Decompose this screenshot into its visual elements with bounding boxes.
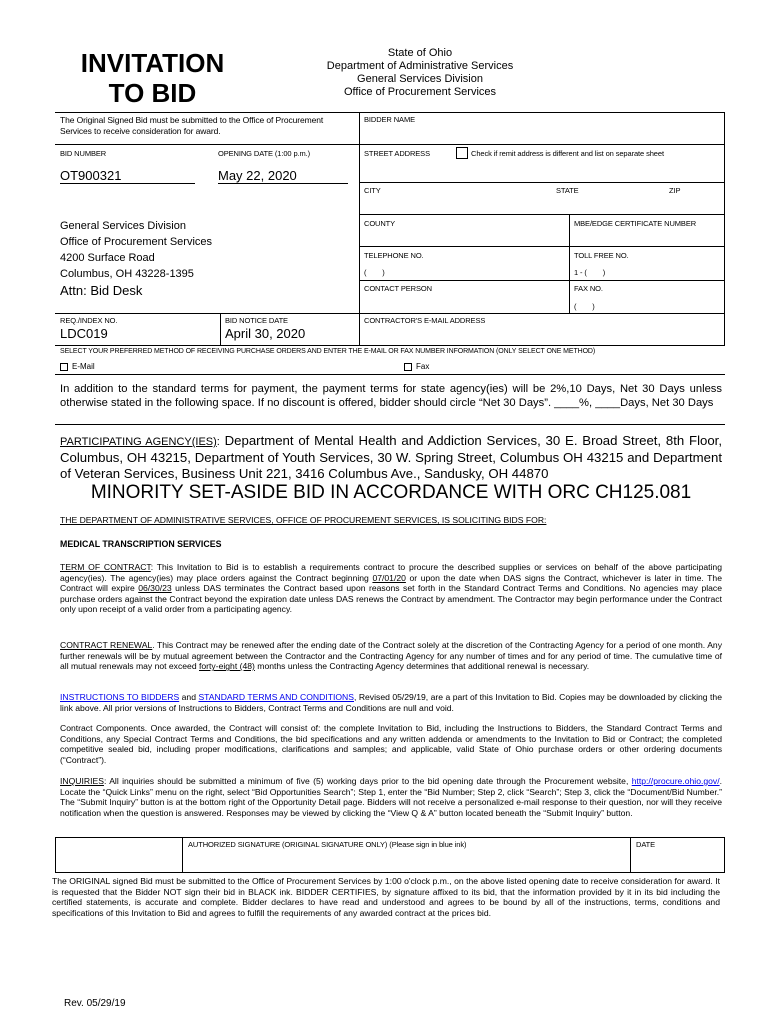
agency-line: General Services Division (357, 73, 483, 85)
term-label: TERM OF CONTRACT (60, 562, 151, 572)
agency-line: Department of Administrative Services (326, 60, 514, 72)
email-checkbox[interactable] (60, 363, 68, 371)
participating-agencies (60, 433, 722, 482)
fax-number-label: FAX NO. (574, 284, 603, 293)
minority-set-aside-heading: MINORITY SET-ASIDE BID IN ACCORDANCE WITH ORC CH125.081 (90, 482, 692, 503)
divider (55, 345, 725, 346)
signature-label: AUTHORIZED SIGNATURE (ORIGINAL SIGNATURE ONLY) (Please sign in blue ink) (188, 840, 467, 849)
soliciting-statement: THE DEPARTMENT OF ADMINISTRATIVE SERVICES, OFFICE OF PROCUREMENT SERVICES, IS SOLICITING BIDS FOR: (60, 515, 547, 525)
fax-number-field[interactable]: ( ) (574, 302, 595, 311)
document-title (55, 48, 250, 108)
divider (55, 112, 725, 113)
service-title: MEDICAL TRANSCRIPTION SERVICES (60, 539, 222, 549)
date-label: DATE (636, 840, 656, 849)
term-of-contract: TERM OF CONTRACT: This Invitation to Bid is to establish a requirements contract to procure the described supplies or services on behalf of the above participating agency(ies). The agency(ies) may place orders against the Contract beginning 07/01/20 or upon the date when DAS signs the Contract, whichever is later in time. The Contract will expire 06/30/23 unless DAS terminates the Contract based upon reasons set forth in the Standard Contract Terms and Conditions. No agencies may place purchase orders against the Contract beyond the expiration date unless DAS renews the Contract by amendment. The Contractor may begin performance under the Contract only upon receipt of a valid order from a participating agency. (60, 562, 722, 615)
term-expire-date: 06/30/23 (138, 583, 172, 594)
divider (55, 144, 725, 145)
divider (182, 837, 183, 873)
inquiries-label: INQUIRIES (60, 776, 104, 786)
email-option-label: E-Mail (72, 362, 95, 371)
county-label: COUNTY (364, 219, 396, 228)
address-line: Columbus, OH 43228-1395 (60, 268, 194, 280)
payment-terms: In addition to the standard terms for payment, the payment terms for state agency(ies) will be 2%,10 Days, Net 30 Days unless otherwise stated in the following space. If no discount is offered, bidder should circle “Net 30 Days”. ____%, ____Days, Net 30 Days (60, 383, 722, 409)
divider (359, 182, 725, 183)
instructions-to-bidders-link[interactable]: INSTRUCTIONS TO BIDDERS (60, 692, 180, 702)
divider (724, 112, 725, 345)
divider (359, 280, 725, 281)
notice-date-value: April 30, 2020 (225, 326, 306, 341)
bidder-name-field[interactable] (362, 126, 720, 142)
address-line: 4200 Surface Road (60, 252, 155, 264)
contract-components: Contract Components. Once awarded, the Contract will consist of: the complete Invitation to Bid, including the Instructions to Bidders, the Standard Contract Terms and Conditions, any Special Contract Terms and Conditions, the bid specifications and any written addenda or amendments to the Invitation to Bid or Contract; the completed competitive sealed bid, including proper modifications, clarifications and samples; and applicable, valid State of Ohio purchase orders or other ordering documents (“Contract”). (60, 723, 722, 765)
address-line: General Services Division (60, 220, 186, 232)
zip-label: ZIP (669, 186, 681, 195)
state-label: STATE (556, 186, 579, 195)
renewal-label: CONTRACT RENEWAL (60, 640, 153, 650)
revision-date: Rev. 05/29/19 (64, 998, 126, 1009)
divider (55, 424, 725, 425)
notice-date-label: BID NOTICE DATE (225, 316, 288, 325)
req-label: REQ./INDEX NO. (60, 316, 118, 325)
bidder-name-label: BIDDER NAME (364, 115, 415, 124)
title-line-2: TO BID (108, 78, 197, 108)
divider (55, 313, 725, 314)
renewal-limit: forty-eight (48) (199, 661, 255, 672)
divider (55, 872, 725, 873)
toll-free-label: TOLL FREE NO. (574, 251, 629, 260)
telephone-label: TELEPHONE NO. (364, 251, 424, 260)
procure-website-link[interactable]: http://procure.ohio.gov/ (631, 776, 720, 786)
divider (55, 374, 725, 375)
address-line: Office of Procurement Services (60, 236, 213, 248)
remit-checkbox-label: Check if remit address is different and list on separate sheet (471, 149, 664, 158)
title-line-1: INVITATION (80, 48, 225, 78)
toll-free-field[interactable]: 1 - ( ) (574, 268, 606, 277)
signature-field[interactable] (186, 850, 626, 870)
street-address-field[interactable] (362, 162, 720, 180)
date-field[interactable] (634, 850, 720, 870)
bid-number-value: OT900321 (60, 168, 195, 184)
footer-note: The ORIGINAL signed Bid must be submitted to the Office of Procurement Services by 1:00 o'clock p.m., on the above listed opening date to receive consideration for award. It is requested that the Bidder NOT sign their bid in BLACK ink. BIDDER CERTIFIES, by signature affixed to its bid, that the information provided by it in its bid including the certified statements, is accurate and complete. Bidder declares to have read and understood and agrees to be bound by all of the instructions, terms, conditions and specifications of this Invitation to Bid and agrees to fulfill the requirements of any awarded contract at the prices bid. (52, 876, 720, 918)
divider (220, 313, 221, 345)
opening-date-label: OPENING DATE (1:00 p.m.) (218, 149, 311, 158)
contractor-email-label: CONTRACTOR'S E-MAIL ADDRESS (364, 316, 486, 325)
agency-block (290, 47, 550, 99)
email-option[interactable] (60, 362, 95, 371)
divider (359, 214, 725, 215)
remit-address-checkbox[interactable] (456, 147, 468, 159)
divider (630, 837, 631, 873)
inquiries-paragraph: INQUIRIES: All inquiries should be submitted a minimum of five (5) working days prior to the bid opening date through the Procurement website, http://procure.ohio.gov/. Locate the “Quick Links” menu on the right, select “Bid Opportunities Search”; Step 1, enter the “Bid Number; Step 2, click “Search”; Step 3, click the “Document/Bid Number.” The “Submit Inquiry” button is at the bottom right of the Opportunity Detail page. Bidders will not receive a personalized e-mail response to their question, nor will they receive notification when the question is answered. Responses may be viewed by clicking the “View Q & A” button located beneath the “Submit Inquiry” button. (60, 776, 722, 818)
agency-line: Office of Procurement Services (343, 86, 497, 98)
mbe-certificate-label: MBE/EDGE CERTIFICATE NUMBER (574, 219, 697, 228)
submit-note: The Original Signed Bid must be submitted to the Office of Procurement Services to receive consideration for award. (60, 115, 324, 136)
divider (359, 246, 725, 247)
contact-person-label: CONTACT PERSON (364, 284, 432, 293)
divider (724, 837, 725, 873)
divider (569, 214, 570, 314)
participating-text: Department of Mental Health and Addiction Services, 30 E. Broad Street, 8th Floor, Columbus, OH 43215, Department of Youth Services, 30 W. Spring Street, Columbus OH 43215 and Department of Veteran Services, Business Unit 221, 3416 Columbus Ave., Sandusky, OH 44870 (60, 433, 722, 481)
mailing-address (60, 218, 350, 282)
bid-number-label: BID NUMBER (60, 149, 107, 158)
delivery-method-label: SELECT YOUR PREFERRED METHOD OF RECEIVING PURCHASE ORDERS AND ENTER THE E-MAIL OR FAX NUMBER INFORMATION (ONLY SELECT ONE METHOD) (60, 348, 596, 355)
contractor-email-field[interactable] (362, 326, 720, 342)
contract-renewal: CONTRACT RENEWAL. This Contract may be renewed after the ending date of the Contract solely at the discretion of the Contracting Agency for a period of one month. Any further renewals will be by mutual agreement between the Contractor and the Contracting Agency for any number of times and for any period of time. The cumulative time of all mutual renewals may not exceed forty-eight (48) months unless the Contracting Agency determines that additional renewal is necessary. (60, 640, 723, 672)
fax-option-label: Fax (416, 362, 430, 371)
agency-line: State of Ohio (387, 47, 453, 59)
fax-checkbox[interactable] (404, 363, 412, 371)
instructions-paragraph: INSTRUCTIONS TO BIDDERS and STANDARD TERMS AND CONDITIONS, Revised 05/29/19, are a part of this Invitation to Bid. Copies may be downloaded by clicking the link above. All prior versions of Instructions to Bidders, Contract Terms and Conditions are null and void. (60, 692, 722, 713)
divider (359, 112, 360, 345)
participating-label: PARTICIPATING AGENCY(IES): (60, 436, 220, 448)
telephone-field[interactable]: ( ) (364, 268, 385, 277)
divider (55, 837, 56, 873)
opening-date-value: May 22, 2020 (218, 168, 348, 184)
fax-option[interactable] (404, 362, 429, 371)
req-value: LDC019 (60, 326, 108, 341)
term-begin-date: 07/01/20 (372, 572, 406, 583)
attn-line: Attn: Bid Desk (60, 283, 143, 298)
standard-terms-link[interactable]: STANDARD TERMS AND CONDITIONS (198, 692, 354, 702)
city-label: CITY (364, 186, 381, 195)
divider (55, 837, 725, 838)
street-address-label: STREET ADDRESS (364, 149, 430, 158)
